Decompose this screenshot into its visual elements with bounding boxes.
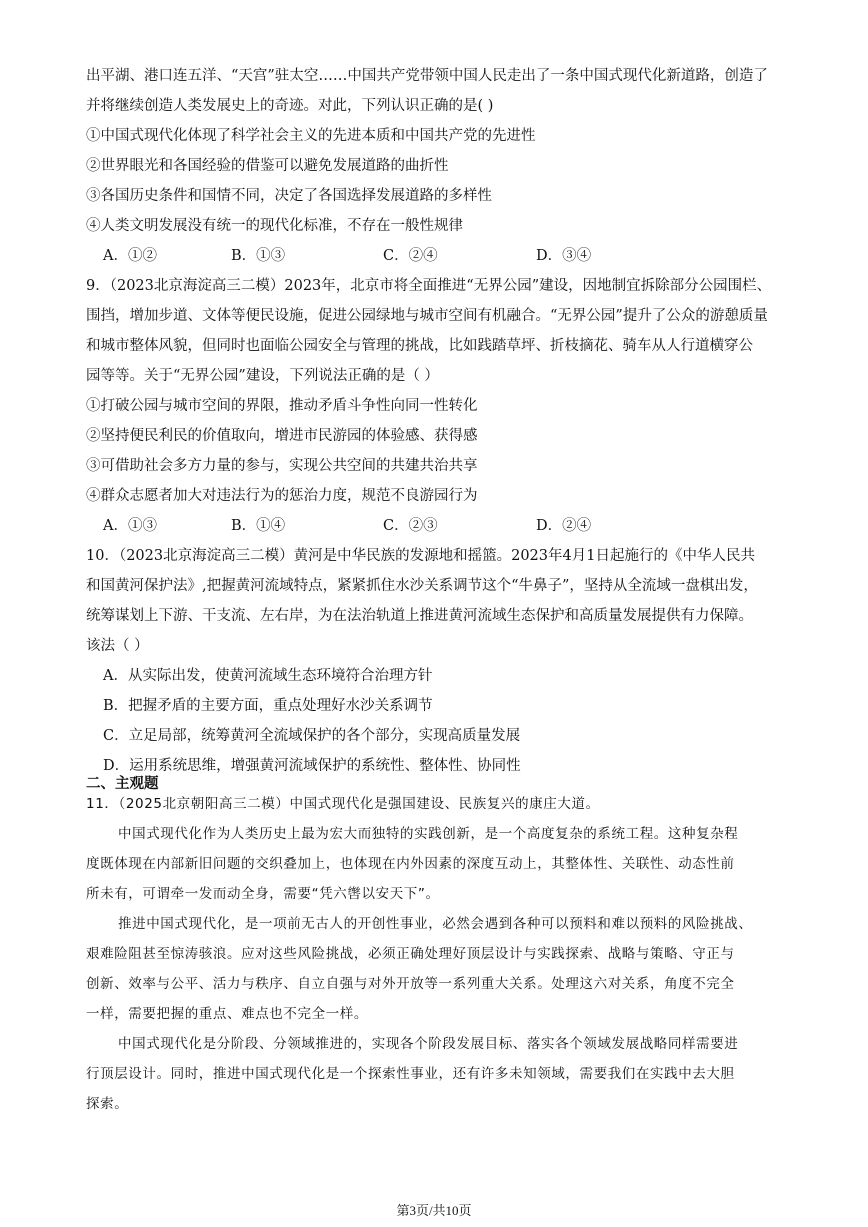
q8-item-1: ①中国式现代化体现了科学社会主义的先进本质和中国共产党的先进性 (86, 128, 536, 144)
q9-stem-line-1: 9．（2023北京海淀高三二模）2023年，北京市将全面推进“无界公园”建设，因地制宜拆除部分公园围栏、 (86, 278, 772, 294)
q8-item-2: ②世界眼光和各国经验的借鉴可以避免发展道路的曲折性 (86, 158, 449, 174)
q11-material-line-4: 推进中国式现代化，是一项前无古人的开创性事业，必然会遇到各种可以预料和难以预料的风险挑战、 (118, 916, 753, 932)
q11-material-line-10: 探索。 (86, 1096, 129, 1112)
q8-option-c[interactable]: C．②④ (383, 248, 438, 264)
q10-stem-line-3: 统筹谋划上下游、干支流、左右岸，为在法治轨道上推进黄河流域生态保护和高质量发展提供有力保障。 (86, 608, 753, 624)
section-title: 二、主观题 (86, 775, 159, 792)
q11-material-line-2: 度既体现在内部新旧问题的交织叠加上，也体现在内外因素的深度互动上，其整体性、关联性、动态性前 (86, 856, 735, 872)
q9-item-2: ②坚持便民利民的价值取向，增进市民游园的体验感、获得感 (86, 428, 478, 444)
page-footer: 第3页/共10页 (396, 1203, 472, 1218)
q11-material-line-3: 所未有，可谓牵一发而动全身，需要“凭六辔以安天下”。 (86, 886, 440, 902)
q9-item-3: ③可借助社会多方力量的参与，实现公共空间的共建共治共享 (86, 458, 478, 474)
q9-item-1: ①打破公园与城市空间的界限，推动矛盾斗争性向同一性转化 (86, 398, 478, 414)
q8-item-4: ④人类文明发展没有统一的现代化标准，不存在一般性规律 (86, 218, 463, 234)
q9-option-d[interactable]: D．②④ (536, 518, 592, 534)
q11-material-line-6: 创新、效率与公平、活力与秩序、自立自强与对外开放等一系列重大关系。处理这六对关系，角度不完全 (86, 976, 735, 992)
q10-stem-line-4: 该法（ ） (86, 638, 149, 654)
q11-material-line-5: 艰难险阻甚至惊涛骇浪。应对这些风险挑战，必须正确处理好顶层设计与实践探索、战略与策略、守正与 (86, 946, 735, 962)
q9-stem-line-3: 和城市整体风貌，但同时也面临公园安全与管理的挑战，比如践踏草坪、折枝摘花、骑车从人行道横穿公 (86, 338, 753, 354)
q8-option-a[interactable]: A．①② (103, 248, 157, 264)
q9-item-4: ④群众志愿者加大对违法行为的惩治力度，规范不良游园行为 (86, 488, 478, 504)
q10-option-c[interactable]: C．立足局部，统筹黄河全流域保护的各个部分，实现高质量发展 (103, 728, 521, 744)
q11-stem: 11．（2025北京朝阳高三二模）中国式现代化是强国建设、民族复兴的康庄大道。 (86, 796, 600, 812)
q8-options (103, 246, 743, 266)
q11-material-line-1: 中国式现代化作为人类历史上最为宏大而独特的实践创新，是一个高度复杂的系统工程。这种复杂程 (118, 826, 739, 842)
q8-option-d[interactable]: D．③④ (536, 248, 592, 264)
q8-stem-line-1: 出平湖、港口连五洋、“天宫”驻太空……中国共产党带领中国人民走出了一条中国式现代化新道路，创造了 (86, 68, 768, 84)
q11-material-line-7: 一样，需要把握的重点、难点也不完全一样。 (86, 1006, 368, 1022)
q9-stem-line-2: 围挡，增加步道、文体等便民设施，促进公园绿地与城市空间有机融合。“无界公园”提升了公众的游憩质量 (86, 308, 768, 324)
q8-option-b[interactable]: B．①③ (231, 248, 286, 264)
q10-option-d[interactable]: D．运用系统思维，增强黄河流域保护的系统性、整体性、协同性 (103, 758, 521, 774)
q10-stem-line-2: 和国黄河保护法》,把握黄河流域特点，紧紧抓住水沙关系调节这个“牛鼻子”，坚持从全流域一盘棋出发， (86, 578, 758, 594)
q11-material-line-8: 中国式现代化是分阶段、分领域推进的，实现各个阶段发展目标、落实各个领域发展战略同样需要进 (118, 1036, 739, 1052)
q9-option-b[interactable]: B．①④ (231, 518, 286, 534)
q8-item-3: ③各国历史条件和国情不同，决定了各国选择发展道路的多样性 (86, 188, 492, 204)
q9-option-c[interactable]: C．②③ (383, 518, 438, 534)
q11-material-line-9: 行顶层设计。同时，推进中国式现代化是一个探索性事业，还有许多未知领域，需要我们在实践中去大胆 (86, 1066, 735, 1082)
q10-option-a[interactable]: A．从实际出发，使黄河流域生态环境符合治理方针 (103, 668, 433, 684)
q10-option-b[interactable]: B．把握矛盾的主要方面，重点处理好水沙关系调节 (103, 698, 433, 714)
q9-options (103, 516, 743, 536)
q9-stem-line-4: 园等等。关于“无界公园”建设，下列说法正确的是（ ） (86, 368, 439, 384)
q10-stem-line-1: 10．（2023北京海淀高三二模）黄河是中华民族的发源地和摇篮。2023年4月1日起施行的《中华人民共 (86, 548, 755, 564)
q9-option-a[interactable]: A．①③ (103, 518, 157, 534)
q8-stem-line-2: 并将继续创造人类发展史上的奇迹。对此，下列认识正确的是( ) (86, 98, 494, 114)
